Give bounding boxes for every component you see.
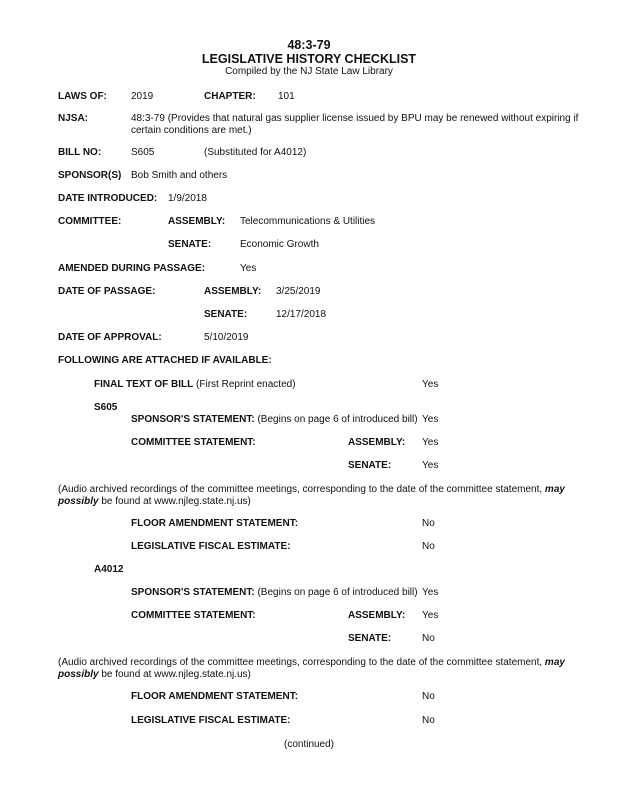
s605-assembly-label: ASSEMBLY:	[348, 437, 406, 448]
passage-senate-value: 12/17/2018	[276, 309, 327, 320]
date-of-approval-value: 5/10/2019	[204, 332, 249, 343]
a4012-sponsor-note: (Begins on page 6 of introduced bill)	[257, 587, 418, 598]
passage-assembly-value: 3/25/2019	[276, 286, 321, 297]
sponsors-label: SPONSOR(S)	[58, 170, 122, 181]
s605-audio-note-text: (Audio archived recordings of the committee meetings, corresponding to the date of the committee statement,	[58, 484, 543, 495]
a4012-sponsor-row	[131, 587, 418, 599]
date-introduced-label: DATE INTRODUCED:	[58, 193, 158, 204]
laws-of-label: LAWS OF:	[58, 91, 107, 102]
laws-of-value: 2019	[131, 91, 154, 102]
s605-committee-label: COMMITTEE STATEMENT:	[131, 437, 256, 448]
njsa-label: NJSA:	[58, 113, 89, 124]
s605-audio-note	[58, 484, 606, 508]
statute-number: 48:3-79	[287, 38, 331, 52]
committee-senate-label: SENATE:	[168, 239, 212, 250]
a4012-floor-value: No	[422, 691, 435, 702]
final-text-row	[94, 379, 296, 391]
date-of-passage-label: DATE OF PASSAGE:	[58, 286, 156, 297]
committee-assembly-value: Telecommunications & Utilities	[240, 216, 376, 227]
committee-senate-value: Economic Growth	[240, 239, 319, 250]
committee-label: COMMITTEE:	[58, 216, 122, 227]
a4012-senate-value: No	[422, 633, 435, 644]
s605-senate-label: SENATE:	[348, 460, 392, 471]
committee-assembly-label: ASSEMBLY:	[168, 216, 226, 227]
s605-floor-value: No	[422, 518, 435, 529]
s605-audio-note-link: be found at www.njleg.state.nj.us)	[101, 496, 251, 507]
a4012-sponsor-label: SPONSOR'S STATEMENT:	[131, 587, 255, 598]
a4012-heading: A4012	[94, 564, 124, 575]
a4012-audio-note-emphasis: may possibly	[58, 657, 565, 680]
s605-sponsor-note: (Begins on page 6 of introduced bill)	[257, 414, 418, 425]
s605-fiscal-label: LEGISLATIVE FISCAL ESTIMATE:	[131, 541, 291, 552]
final-text-label: FINAL TEXT OF BILL	[94, 379, 194, 390]
date-introduced-value: 1/9/2018	[168, 193, 207, 204]
s605-sponsor-row	[131, 414, 418, 426]
a4012-committee-label: COMMITTEE STATEMENT:	[131, 610, 256, 621]
a4012-audio-note-link: be found at www.njleg.state.nj.us)	[101, 669, 251, 680]
a4012-floor-label: FLOOR AMENDMENT STATEMENT:	[131, 691, 299, 702]
s605-sponsor-value: Yes	[422, 414, 439, 425]
final-text-note: (First Reprint enacted)	[196, 379, 296, 390]
a4012-sponsor-value: Yes	[422, 587, 439, 598]
page-title: LEGISLATIVE HISTORY CHECKLIST	[201, 52, 417, 66]
s605-heading: S605	[94, 402, 118, 413]
bill-no-label: BILL NO:	[58, 147, 102, 158]
a4012-fiscal-label: LEGISLATIVE FISCAL ESTIMATE:	[131, 715, 291, 726]
final-text-value: Yes	[422, 379, 439, 390]
s605-audio-note-emphasis: may possibly	[58, 484, 565, 507]
continued-note: (continued)	[283, 739, 335, 750]
compiled-by: Compiled by the NJ State Law Library	[225, 66, 393, 77]
passage-assembly-label: ASSEMBLY:	[204, 286, 262, 297]
a4012-assembly-label: ASSEMBLY:	[348, 610, 406, 621]
s605-sponsor-label: SPONSOR'S STATEMENT:	[131, 414, 255, 425]
amended-value: Yes	[240, 263, 257, 274]
amended-label: AMENDED DURING PASSAGE:	[58, 263, 206, 274]
s605-assembly-value: Yes	[422, 437, 439, 448]
sponsors-value: Bob Smith and others	[131, 170, 228, 181]
a4012-fiscal-value: No	[422, 715, 435, 726]
chapter-label: CHAPTER:	[204, 91, 256, 102]
a4012-senate-label: SENATE:	[348, 633, 392, 644]
s605-senate-value: Yes	[422, 460, 439, 471]
passage-senate-label: SENATE:	[204, 309, 248, 320]
njsa-value: 48:3-79 (Provides that natural gas supplier license issued by BPU may be renewed without expiring if certain conditions are met.)	[131, 113, 579, 136]
a4012-audio-note-text: (Audio archived recordings of the committee meetings, corresponding to the date of the committee statement,	[58, 657, 543, 668]
s605-floor-label: FLOOR AMENDMENT STATEMENT:	[131, 518, 299, 529]
bill-no-note: (Substituted for A4012)	[204, 147, 307, 158]
attached-heading: FOLLOWING ARE ATTACHED IF AVAILABLE:	[58, 355, 272, 366]
date-of-approval-label: DATE OF APPROVAL:	[58, 332, 162, 343]
chapter-value: 101	[278, 91, 295, 102]
bill-no-value: S605	[131, 147, 155, 158]
a4012-assembly-value: Yes	[422, 610, 439, 621]
a4012-audio-note	[58, 657, 606, 681]
s605-fiscal-value: No	[422, 541, 435, 552]
